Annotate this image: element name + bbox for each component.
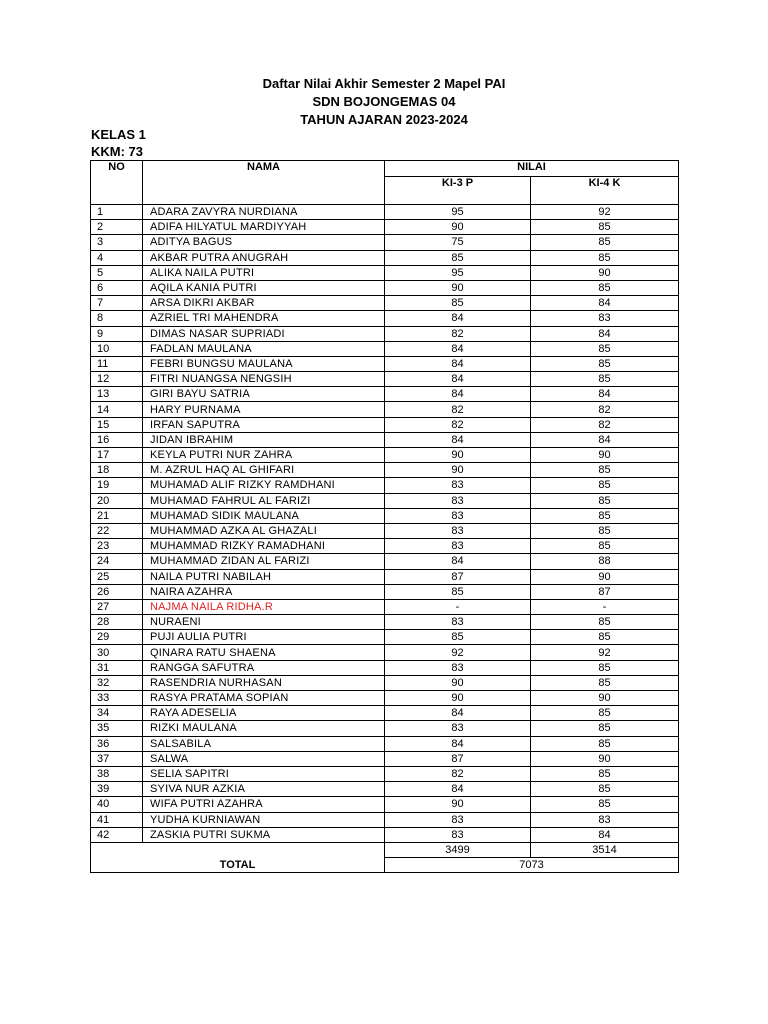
row-number: 41 (91, 812, 143, 827)
row-number: 35 (91, 721, 143, 736)
row-number: 31 (91, 660, 143, 675)
table-row (91, 797, 679, 812)
table-row (91, 311, 679, 326)
table-row (91, 326, 679, 341)
student-name: MUHAMMAD RIZKY RAMADHANI (143, 539, 385, 554)
row-number: 3 (91, 235, 143, 250)
table-row (91, 296, 679, 311)
row-number: 17 (91, 448, 143, 463)
student-name: SALWA (143, 751, 385, 766)
ki3-score: 84 (385, 372, 531, 387)
table-row (91, 812, 679, 827)
student-name: RANGGA SAFUTRA (143, 660, 385, 675)
table-row (91, 766, 679, 781)
class-label: KELAS 1 (91, 127, 146, 142)
ki4-score: 85 (531, 721, 679, 736)
ki4-score: 85 (531, 539, 679, 554)
header-nama-spacer-2 (143, 192, 385, 205)
ki3-score: - (385, 599, 531, 614)
sum-label-spacer (91, 842, 385, 857)
table-row (91, 463, 679, 478)
ki3-score: 84 (385, 311, 531, 326)
ki4-score: 84 (531, 827, 679, 842)
student-name: JIDAN IBRAHIM (143, 432, 385, 447)
row-number: 19 (91, 478, 143, 493)
table-row (91, 417, 679, 432)
ki3-score: 75 (385, 235, 531, 250)
ki3-score: 90 (385, 675, 531, 690)
ki3-score: 90 (385, 691, 531, 706)
ki3-score: 87 (385, 569, 531, 584)
ki3-score: 90 (385, 280, 531, 295)
student-name: KEYLA PUTRI NUR ZAHRA (143, 448, 385, 463)
ki3-score: 83 (385, 827, 531, 842)
ki3-score: 84 (385, 554, 531, 569)
table-row (91, 356, 679, 371)
header-ki3-spacer (385, 192, 531, 205)
row-number: 15 (91, 417, 143, 432)
ki4-score: 85 (531, 478, 679, 493)
table-row (91, 721, 679, 736)
student-name: MUHAMMAD ZIDAN AL FARIZI (143, 554, 385, 569)
sum-ki3: 3499 (385, 842, 531, 857)
student-name: RASENDRIA NURHASAN (143, 675, 385, 690)
student-name: RASYA PRATAMA SOPIAN (143, 691, 385, 706)
student-name: ADIFA HILYATUL MARDIYYAH (143, 220, 385, 235)
ki4-score: 90 (531, 751, 679, 766)
student-name: MUHAMMAD AZKA AL GHAZALI (143, 523, 385, 538)
row-number: 36 (91, 736, 143, 751)
row-number: 6 (91, 280, 143, 295)
ki4-score: 92 (531, 205, 679, 220)
table-row (91, 372, 679, 387)
student-name: SELIA SAPITRI (143, 766, 385, 781)
student-name: ARSA DIKRI AKBAR (143, 296, 385, 311)
ki3-score: 84 (385, 736, 531, 751)
student-name: AQILA KANIA PUTRI (143, 280, 385, 295)
ki4-score: 85 (531, 660, 679, 675)
sum-ki4: 3514 (531, 842, 679, 857)
student-name: QINARA RATU SHAENA (143, 645, 385, 660)
table-row (91, 341, 679, 356)
table-row (91, 280, 679, 295)
title-line-2: SDN BOJONGEMAS 04 (312, 94, 456, 109)
ki4-score: 85 (531, 766, 679, 781)
ki4-score: - (531, 599, 679, 614)
ki4-score: 85 (531, 523, 679, 538)
table-row (91, 523, 679, 538)
row-number: 16 (91, 432, 143, 447)
ki4-score: 90 (531, 265, 679, 280)
header-no: NO (91, 161, 143, 177)
table-row (91, 493, 679, 508)
sum-row (91, 842, 679, 857)
ki3-score: 85 (385, 250, 531, 265)
ki4-score: 90 (531, 448, 679, 463)
ki3-score: 83 (385, 539, 531, 554)
ki4-score: 85 (531, 356, 679, 371)
student-name: MUHAMAD FAHRUL AL FARIZI (143, 493, 385, 508)
row-number: 32 (91, 675, 143, 690)
ki4-score: 85 (531, 675, 679, 690)
title-line-3: TAHUN AJARAN 2023-2024 (300, 112, 468, 127)
student-name: PUJI AULIA PUTRI (143, 630, 385, 645)
row-number: 34 (91, 706, 143, 721)
table-row (91, 615, 679, 630)
header-nilai: NILAI (385, 161, 679, 177)
table-row (91, 827, 679, 842)
student-name: FEBRI BUNGSU MAULANA (143, 356, 385, 371)
student-name: AKBAR PUTRA ANUGRAH (143, 250, 385, 265)
row-number: 25 (91, 569, 143, 584)
row-number: 11 (91, 356, 143, 371)
row-number: 22 (91, 523, 143, 538)
student-name: IRFAN SAPUTRA (143, 417, 385, 432)
ki4-score: 90 (531, 691, 679, 706)
row-number: 27 (91, 599, 143, 614)
grades-table (90, 160, 679, 873)
ki3-score: 83 (385, 721, 531, 736)
ki4-score: 83 (531, 812, 679, 827)
ki3-score: 83 (385, 812, 531, 827)
table-row (91, 448, 679, 463)
table-row (91, 402, 679, 417)
student-name: NAILA PUTRI NABILAH (143, 569, 385, 584)
table-row (91, 478, 679, 493)
student-name: RAYA ADESELIA (143, 706, 385, 721)
row-number: 9 (91, 326, 143, 341)
ki4-score: 85 (531, 706, 679, 721)
ki4-score: 82 (531, 417, 679, 432)
student-name: ADITYA BAGUS (143, 235, 385, 250)
ki3-score: 95 (385, 265, 531, 280)
ki3-score: 84 (385, 706, 531, 721)
total-label (91, 857, 385, 872)
header-ki4: KI-4 K (531, 177, 679, 193)
ki3-score: 85 (385, 296, 531, 311)
table-row (91, 691, 679, 706)
ki3-score: 92 (385, 645, 531, 660)
student-name: NURAENI (143, 615, 385, 630)
student-name: ADARA ZAVYRA NURDIANA (143, 205, 385, 220)
table-row (91, 265, 679, 280)
ki3-score: 95 (385, 205, 531, 220)
ki3-score: 82 (385, 326, 531, 341)
header-no-spacer (91, 177, 143, 193)
student-name: M. AZRUL HAQ AL GHIFARI (143, 463, 385, 478)
student-name: DIMAS NASAR SUPRIADI (143, 326, 385, 341)
ki3-score: 82 (385, 417, 531, 432)
ki3-score: 84 (385, 356, 531, 371)
table-row (91, 539, 679, 554)
ki3-score: 85 (385, 584, 531, 599)
row-number: 38 (91, 766, 143, 781)
ki3-score: 84 (385, 387, 531, 402)
row-number: 18 (91, 463, 143, 478)
total-row (91, 857, 679, 872)
header-ki4-spacer (531, 192, 679, 205)
ki4-score: 85 (531, 797, 679, 812)
ki4-score: 84 (531, 296, 679, 311)
ki4-score: 85 (531, 615, 679, 630)
ki3-score: 90 (385, 797, 531, 812)
ki4-score: 82 (531, 402, 679, 417)
ki3-score: 83 (385, 523, 531, 538)
row-number: 23 (91, 539, 143, 554)
ki4-score: 85 (531, 250, 679, 265)
row-number: 20 (91, 493, 143, 508)
row-number: 37 (91, 751, 143, 766)
ki4-score: 84 (531, 432, 679, 447)
ki3-score: 83 (385, 615, 531, 630)
student-name: ZASKIA PUTRI SUKMA (143, 827, 385, 842)
title-line-1: Daftar Nilai Akhir Semester 2 Mapel PAI (262, 76, 506, 91)
row-number: 12 (91, 372, 143, 387)
ki4-score: 84 (531, 387, 679, 402)
row-number: 4 (91, 250, 143, 265)
row-number: 30 (91, 645, 143, 660)
row-number: 42 (91, 827, 143, 842)
row-number: 5 (91, 265, 143, 280)
student-name: SYIVA NUR AZKIA (143, 782, 385, 797)
student-name: AZRIEL TRI MAHENDRA (143, 311, 385, 326)
student-name: ALIKA NAILA PUTRI (143, 265, 385, 280)
table-row (91, 706, 679, 721)
ki3-score: 83 (385, 660, 531, 675)
table-row (91, 432, 679, 447)
ki4-score: 85 (531, 736, 679, 751)
ki3-score: 85 (385, 630, 531, 645)
ki4-score: 83 (531, 311, 679, 326)
table-row (91, 220, 679, 235)
student-name: HARY PURNAMA (143, 402, 385, 417)
student-name: FITRI NUANGSA NENGSIH (143, 372, 385, 387)
student-name: MUHAMAD SIDIK MAULANA (143, 508, 385, 523)
table-row (91, 675, 679, 690)
ki3-score: 90 (385, 220, 531, 235)
ki3-score: 83 (385, 493, 531, 508)
table-row (91, 736, 679, 751)
table-row (91, 630, 679, 645)
row-number: 29 (91, 630, 143, 645)
ki3-score: 87 (385, 751, 531, 766)
ki4-score: 85 (531, 630, 679, 645)
table-row (91, 584, 679, 599)
ki4-score: 85 (531, 220, 679, 235)
student-name: FADLAN MAULANA (143, 341, 385, 356)
row-number: 7 (91, 296, 143, 311)
ki4-score: 90 (531, 569, 679, 584)
table-row (91, 599, 679, 614)
ki4-score: 85 (531, 463, 679, 478)
table-row (91, 205, 679, 220)
table-row (91, 508, 679, 523)
student-name: NAIRA AZAHRA (143, 584, 385, 599)
ki4-score: 85 (531, 280, 679, 295)
ki4-score: 87 (531, 584, 679, 599)
row-number: 21 (91, 508, 143, 523)
table-row (91, 660, 679, 675)
document-title (0, 75, 768, 129)
table-row (91, 387, 679, 402)
row-number: 26 (91, 584, 143, 599)
ki3-score: 82 (385, 402, 531, 417)
ki4-score: 88 (531, 554, 679, 569)
table-row (91, 250, 679, 265)
ki4-score: 92 (531, 645, 679, 660)
ki3-score: 90 (385, 463, 531, 478)
table-row (91, 645, 679, 660)
table-row (91, 751, 679, 766)
total-value: 7073 (385, 857, 679, 872)
table-row (91, 554, 679, 569)
row-number: 39 (91, 782, 143, 797)
ki3-score: 83 (385, 478, 531, 493)
student-name: MUHAMAD ALIF RIZKY RAMDHANI (143, 478, 385, 493)
row-number: 14 (91, 402, 143, 417)
student-name: WIFA PUTRI AZAHRA (143, 797, 385, 812)
student-name: YUDHA KURNIAWAN (143, 812, 385, 827)
header-nama-spacer (143, 177, 385, 193)
table-row (91, 569, 679, 584)
ki4-score: 85 (531, 508, 679, 523)
ki4-score: 85 (531, 235, 679, 250)
ki3-score: 84 (385, 782, 531, 797)
ki3-score: 84 (385, 432, 531, 447)
ki4-score: 85 (531, 782, 679, 797)
header-ki3: KI-3 P (385, 177, 531, 193)
student-name: NAJMA NAILA RIDHA.R (143, 599, 385, 614)
row-number: 10 (91, 341, 143, 356)
kkm-label: KKM: 73 (91, 144, 144, 159)
header-no-spacer-2 (91, 192, 143, 205)
ki3-score: 84 (385, 341, 531, 356)
student-name: SALSABILA (143, 736, 385, 751)
ki4-score: 85 (531, 341, 679, 356)
table-row (91, 782, 679, 797)
row-number: 13 (91, 387, 143, 402)
ki4-score: 85 (531, 493, 679, 508)
row-number: 1 (91, 205, 143, 220)
student-name: GIRI BAYU SATRIA (143, 387, 385, 402)
ki3-score: 90 (385, 448, 531, 463)
row-number: 8 (91, 311, 143, 326)
ki4-score: 85 (531, 372, 679, 387)
row-number: 40 (91, 797, 143, 812)
ki3-score: 83 (385, 508, 531, 523)
table-row (91, 235, 679, 250)
row-number: 2 (91, 220, 143, 235)
student-name: RIZKI MAULANA (143, 721, 385, 736)
row-number: 33 (91, 691, 143, 706)
ki3-score: 82 (385, 766, 531, 781)
ki4-score: 84 (531, 326, 679, 341)
header-nama: NAMA (143, 161, 385, 177)
total-label-text: TOTAL (219, 858, 256, 871)
row-number: 24 (91, 554, 143, 569)
row-number: 28 (91, 615, 143, 630)
